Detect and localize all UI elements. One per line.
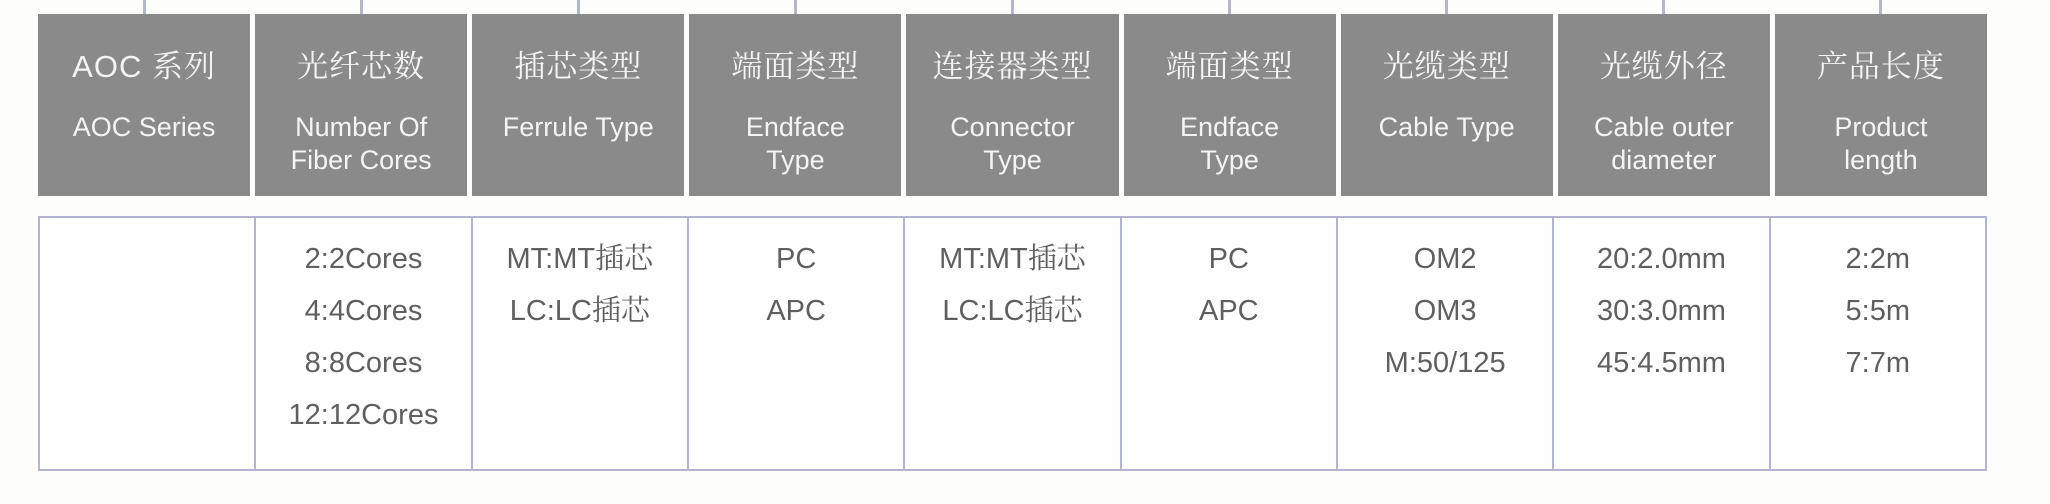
- cell-value-line: LC:LC插芯: [509, 295, 650, 327]
- header-label-zh: 光缆外径: [1599, 49, 1728, 84]
- body-cell-cable-outer-diameter: [1552, 218, 1768, 469]
- ordering-info-table: [38, 0, 1987, 471]
- header-label-en: Product length: [1834, 112, 1928, 175]
- header-label-en: Ferrule Type: [502, 112, 654, 142]
- header-cell-fiber-cores: [255, 14, 467, 196]
- leader-line-icon: [577, 0, 580, 14]
- header-label-zh: 插芯类型: [514, 49, 643, 84]
- cell-value-line: 7:7m: [1845, 347, 1911, 379]
- header-cell-endface-type-2: [1124, 14, 1336, 196]
- leader-line-icon: [1228, 0, 1231, 14]
- cell-value-line: 30:3.0mm: [1596, 295, 1726, 327]
- cell-value-line: 45:4.5mm: [1596, 347, 1726, 379]
- table-body-row: [38, 216, 1987, 471]
- header-label-zh: 光纤芯数: [297, 49, 426, 84]
- leader-line-icon: [794, 0, 797, 14]
- leader-line-icon: [1662, 0, 1665, 14]
- cell-value-line: APC: [766, 295, 826, 327]
- body-cell-endface-type-1: [687, 218, 903, 469]
- cell-value-line: 5:5m: [1845, 295, 1911, 327]
- leader-line-icon: [1879, 0, 1882, 14]
- header-cell-connector-type: [906, 14, 1118, 196]
- header-label-zh: 端面类型: [1165, 49, 1294, 84]
- cell-value-line: MT:MT插芯: [939, 243, 1086, 275]
- cell-value-line: PC: [776, 243, 817, 275]
- header-label-en: AOC Series: [72, 112, 216, 142]
- header-cell-aoc-series: [38, 14, 250, 196]
- table-header-row: [38, 14, 1987, 196]
- body-cell-cable-type: [1336, 218, 1552, 469]
- cell-value-line: 2:2Cores: [304, 243, 423, 275]
- header-label-zh: 连接器类型: [932, 49, 1093, 84]
- body-cell-aoc-series: [40, 218, 254, 469]
- body-cell-ferrule-type: [471, 218, 687, 469]
- leader-lines: [38, 0, 1987, 14]
- cell-value-line: LC:LC插芯: [942, 295, 1083, 327]
- cell-value-line: APC: [1198, 295, 1259, 327]
- leader-line-icon: [143, 0, 146, 14]
- header-label-en: Endface Type: [1180, 112, 1280, 175]
- cell-value-line: 20:2.0mm: [1596, 243, 1726, 275]
- header-label-zh: AOC 系列: [72, 49, 216, 84]
- cell-value-line: PC: [1208, 243, 1249, 275]
- header-label-en: Cable Type: [1378, 112, 1515, 142]
- cell-value-line: 2:2m: [1845, 243, 1911, 275]
- header-cell-product-length: [1775, 14, 1987, 196]
- header-label-zh: 光缆类型: [1382, 49, 1511, 84]
- header-cell-ferrule-type: [472, 14, 684, 196]
- cell-value-line: MT:MT插芯: [506, 243, 654, 275]
- leader-line-icon: [360, 0, 363, 14]
- body-cell-endface-type-2: [1120, 218, 1336, 469]
- cell-value-line: M:50/125: [1384, 347, 1506, 379]
- header-cell-endface-type-1: [689, 14, 901, 196]
- cell-value-line: OM2: [1413, 243, 1477, 275]
- header-label-zh: 端面类型: [731, 49, 860, 84]
- header-label-en: Connector Type: [950, 112, 1075, 175]
- header-label-en: Number Of Fiber Cores: [290, 112, 432, 175]
- cell-value-line: 8:8Cores: [304, 347, 423, 379]
- header-label-zh: 产品长度: [1816, 49, 1945, 84]
- header-label-en: Endface Type: [745, 112, 845, 175]
- cell-value-line: 4:4Cores: [304, 295, 423, 327]
- cell-value-line: OM3: [1413, 295, 1477, 327]
- leader-line-icon: [1011, 0, 1014, 14]
- header-cell-cable-outer-diameter: [1558, 14, 1770, 196]
- header-cell-cable-type: [1341, 14, 1553, 196]
- header-label-en: Cable outer diameter: [1594, 112, 1734, 175]
- cell-value-line: 12:12Cores: [288, 399, 439, 431]
- leader-line-icon: [1445, 0, 1448, 14]
- body-cell-fiber-cores: [254, 218, 470, 469]
- body-cell-connector-type: [903, 218, 1119, 469]
- body-cell-product-length: [1769, 218, 1985, 469]
